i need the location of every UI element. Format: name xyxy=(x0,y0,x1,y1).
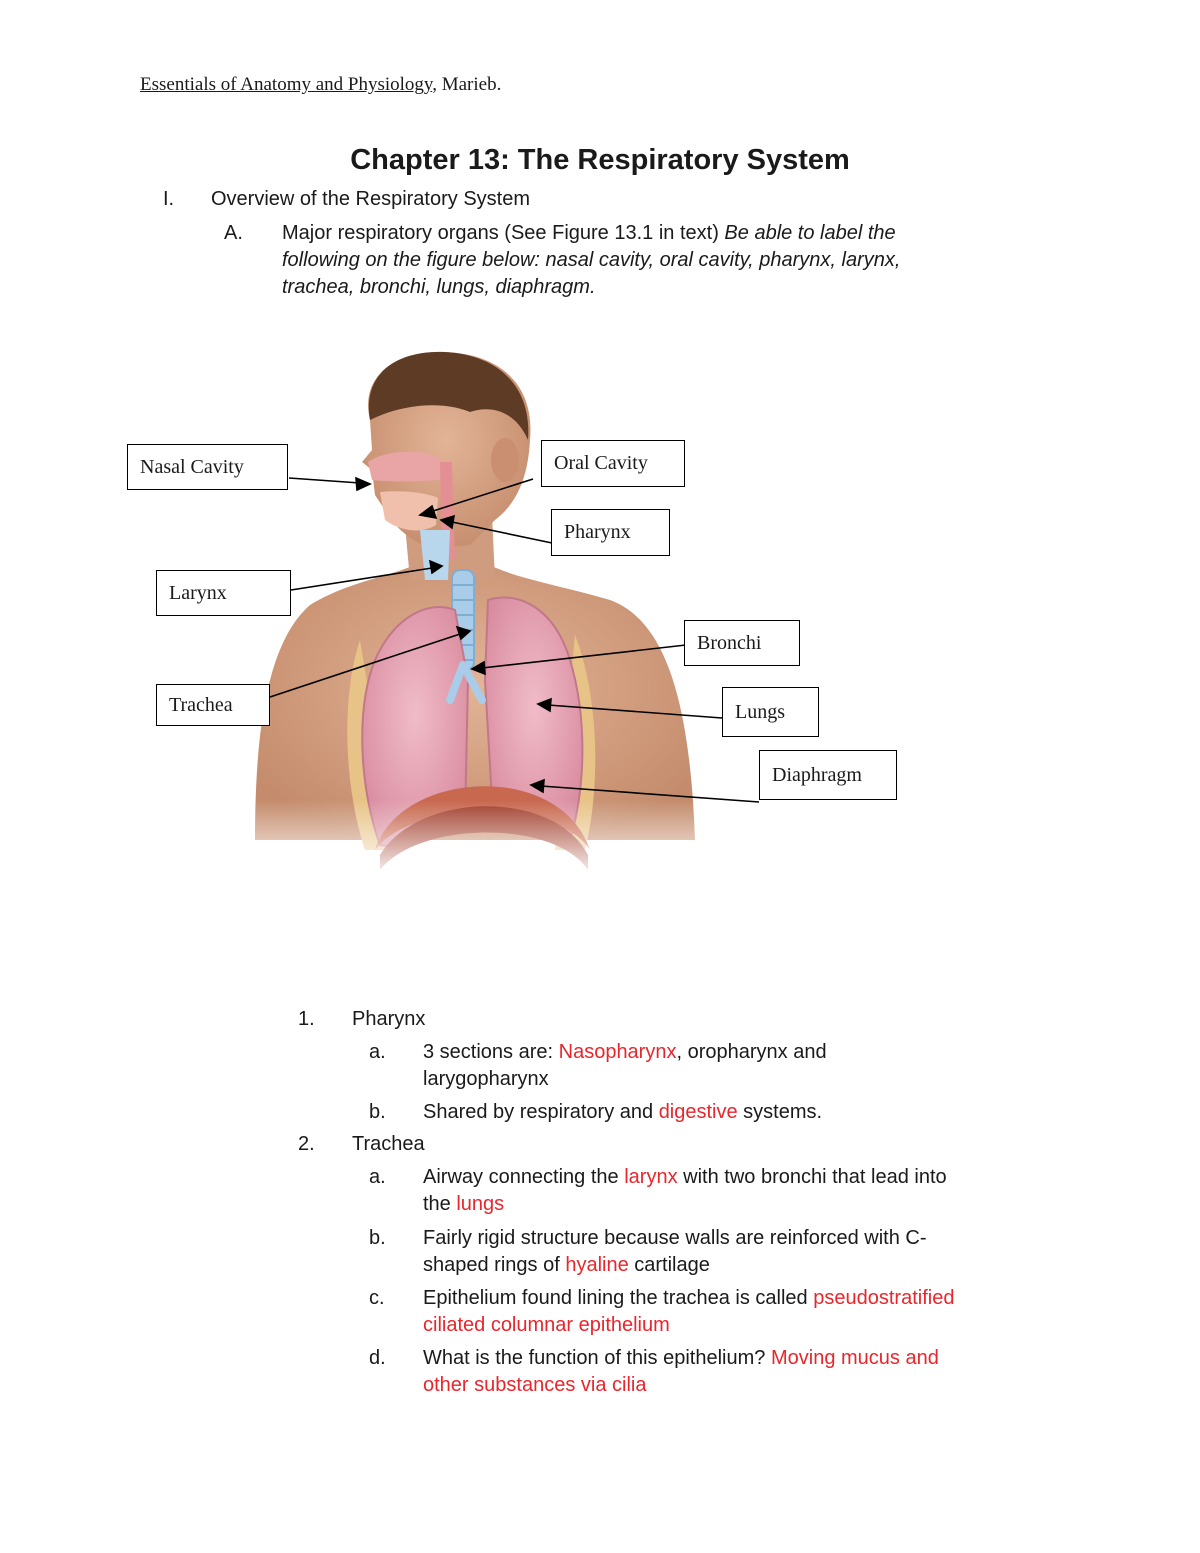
item2c-letter: c. xyxy=(369,1287,385,1309)
book-title: Essentials of Anatomy and Physiology xyxy=(140,74,433,95)
label-oral-cavity xyxy=(541,440,685,487)
item2d-letter: d. xyxy=(369,1347,386,1369)
item2a-line2 xyxy=(423,1191,504,1218)
label-bronchi xyxy=(684,620,800,666)
label-larynx-text: Larynx xyxy=(169,581,227,604)
outline-sub-plain: Major respiratory organs (See Figure 13.1 in text) xyxy=(282,222,725,244)
label-oral-cavity-text: Oral Cavity xyxy=(554,452,648,474)
label-larynx xyxy=(156,570,291,616)
item1-heading: Pharynx xyxy=(352,1008,426,1030)
label-nasal-cavity xyxy=(127,444,288,490)
label-trachea xyxy=(156,684,270,726)
item2d-answer1: Moving mucus and xyxy=(770,1347,939,1369)
outline-sub-italic-3: trachea, bronchi, lungs, diaphragm. xyxy=(282,276,596,298)
item1b-letter: b. xyxy=(369,1101,386,1123)
label-bronchi-text: Bronchi xyxy=(697,631,762,654)
item1a-answer: Nasopharynx xyxy=(558,1041,677,1063)
item2a-answer2: lungs xyxy=(456,1193,505,1215)
item2b-letter: b. xyxy=(369,1227,386,1249)
item1a-text2: , oropharynx and xyxy=(676,1041,827,1063)
author: , Marieb. xyxy=(432,74,502,95)
item2d-text1: What is the function of this epithelium? xyxy=(423,1347,771,1369)
outline-section-number: I. xyxy=(163,188,175,210)
label-lungs xyxy=(722,687,819,737)
item2b-line1: Fairly rigid structure because walls are reinforced with C- xyxy=(423,1227,927,1249)
item1a-text1: 3 sections are: xyxy=(423,1041,559,1063)
item2b-line2 xyxy=(423,1252,710,1279)
item1a-letter: a. xyxy=(369,1041,386,1063)
item2-heading: Trachea xyxy=(352,1133,425,1155)
item1b-line1 xyxy=(423,1099,822,1126)
label-pharynx xyxy=(551,509,670,556)
item2b-text2: shaped rings of xyxy=(423,1254,566,1276)
item2b-answer: hyaline xyxy=(565,1254,629,1276)
item2a-text1: Airway connecting the xyxy=(423,1166,625,1188)
ear-shape xyxy=(491,438,519,482)
page-title: Chapter 13: The Respiratory System xyxy=(350,144,850,176)
item2c-answer1: pseudostratified xyxy=(813,1287,955,1309)
label-trachea-text: Trachea xyxy=(169,693,233,716)
item2-number: 2. xyxy=(298,1133,315,1155)
outline-sub-number: A. xyxy=(224,222,243,244)
item1b-answer: digestive xyxy=(658,1101,738,1123)
item2a-text2: with two bronchi that lead into xyxy=(677,1166,947,1188)
outline-section-text: Overview of the Respiratory System xyxy=(211,188,530,210)
label-diaphragm-text: Diaphragm xyxy=(772,763,862,786)
item2a-letter: a. xyxy=(369,1166,386,1188)
item2d-answer2: other substances via cilia xyxy=(423,1374,647,1396)
item1b-text2: systems. xyxy=(737,1101,823,1123)
label-lungs-text: Lungs xyxy=(735,700,785,723)
item2b-text3: cartilage xyxy=(628,1254,710,1276)
item2a-line1 xyxy=(423,1164,947,1191)
item2c-answer2: ciliated columnar epithelium xyxy=(423,1314,670,1336)
item1-number: 1. xyxy=(298,1008,315,1030)
item2a-text3: the xyxy=(423,1193,457,1215)
label-nasal-cavity-text: Nasal Cavity xyxy=(140,455,244,478)
item2c-text1: Epithelium found lining the trachea is called xyxy=(423,1287,814,1309)
item2d-line1 xyxy=(423,1345,939,1372)
label-pharynx-text: Pharynx xyxy=(564,521,631,543)
item1a-line2: larygopharynx xyxy=(423,1068,549,1090)
item2a-answer1: larynx xyxy=(624,1166,678,1188)
outline-sub-italic-1: Be able to label the xyxy=(724,222,896,244)
outline-sub-italic-2: following on the figure below: nasal cavity, oral cavity, pharynx, larynx, xyxy=(282,249,901,271)
item2c-line1 xyxy=(423,1285,954,1312)
item1b-text1: Shared by respiratory and xyxy=(423,1101,659,1123)
larynx-shape xyxy=(420,530,450,580)
label-diaphragm xyxy=(759,750,897,800)
item1a-line1 xyxy=(423,1039,827,1066)
